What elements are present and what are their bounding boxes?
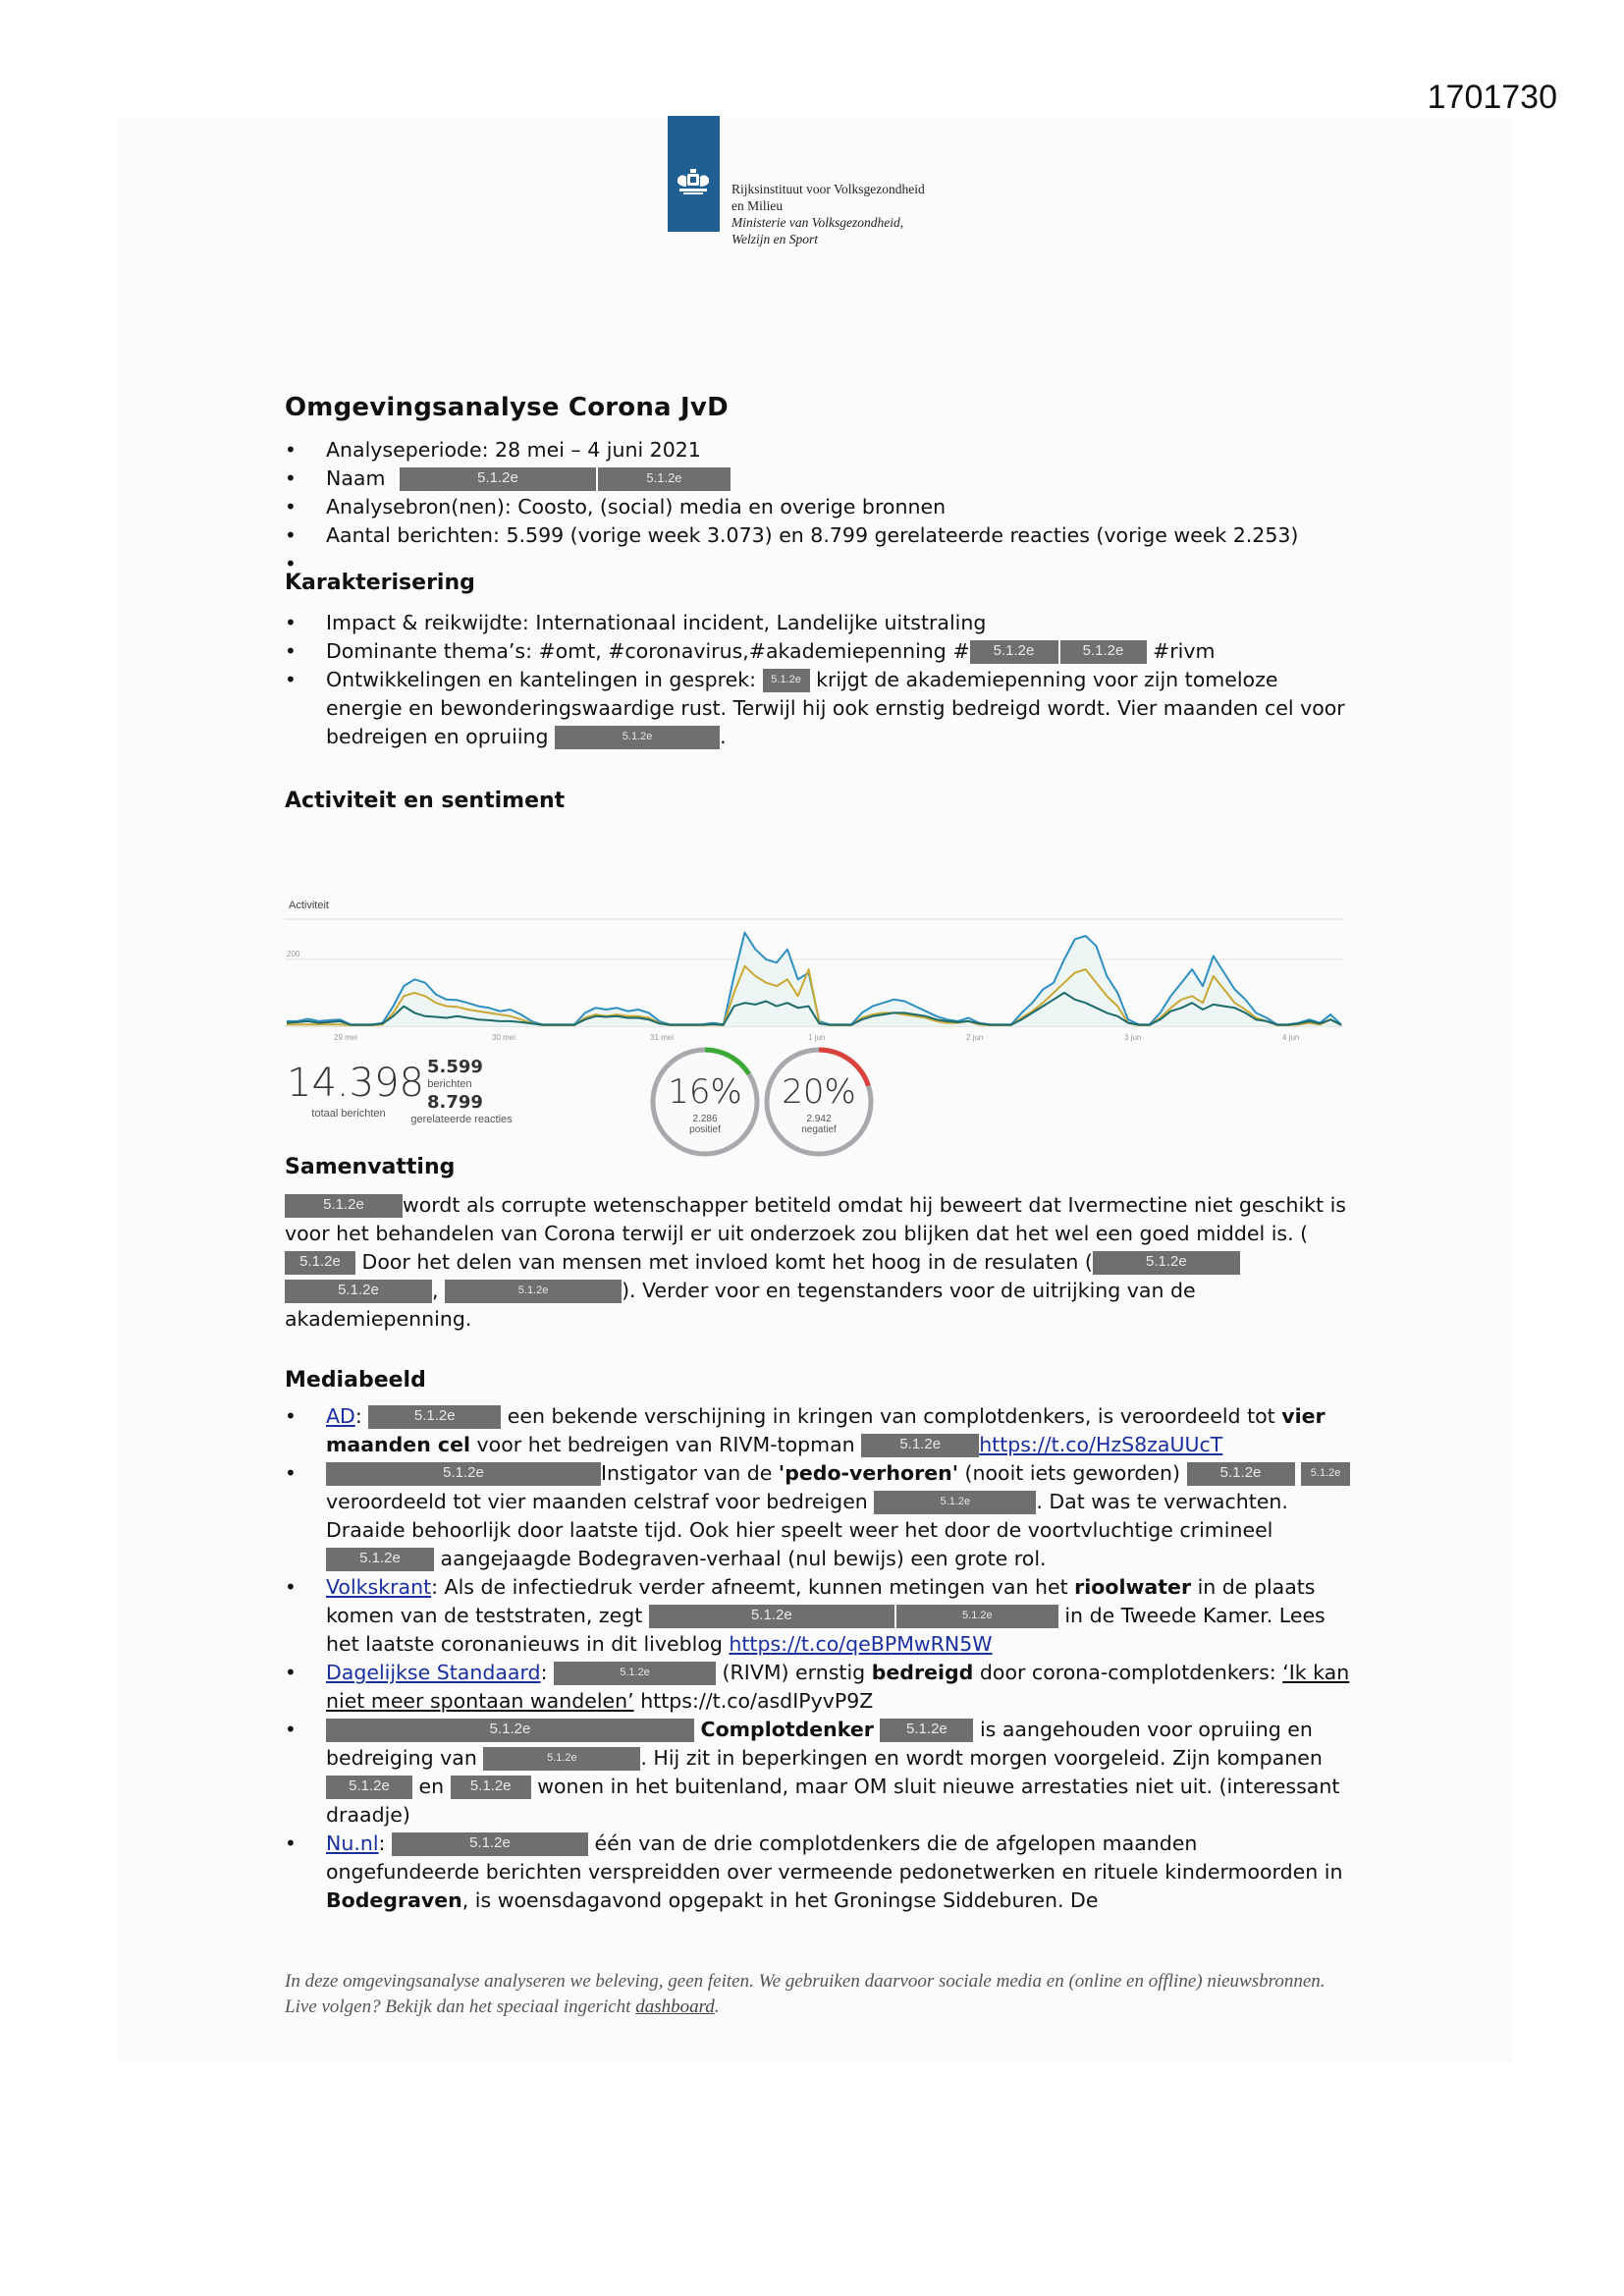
- heading-mediabeeld: Mediabeeld: [285, 1368, 426, 1393]
- sources-text: Analysebron(nen): Coosto, (social) media en overige bronnen: [326, 495, 947, 519]
- redaction: 5.1.2e: [326, 1776, 412, 1799]
- item-text: wonen in het buitenland, maar OM sluit nieuwe arrestaties niet uit. (interessant draadje): [326, 1775, 1340, 1827]
- meta-list: [285, 436, 1355, 578]
- item-text: voor het bedreigen van RIVM-topman: [476, 1433, 855, 1456]
- negative-label: negatief: [801, 1124, 837, 1135]
- item-bold: Complotdenker: [700, 1718, 874, 1741]
- report-body: [285, 393, 1355, 813]
- summary-part4: ). Verder voor en tegenstanders voor de uitrijking van de akademiepenning.: [285, 1279, 1196, 1331]
- summary-part3: ,: [432, 1279, 439, 1302]
- redaction: 5.1.2e: [445, 1280, 622, 1303]
- redaction: 5.1.2e: [285, 1251, 355, 1275]
- redaction: 5.1.2e: [326, 1719, 694, 1742]
- rivm-logo: [668, 116, 925, 247]
- article-quote: ‘Ik kan niet meer spontaan wandelen’: [326, 1661, 1350, 1713]
- media-item-dagelijkse-standaard: • Dagelijkse Standaard: 5.1.2e (RIVM) ernstig bedreigd door corona-complotdenkers: ‘Ik kan niet meer spontaan wandelen’ https://t.co/asdIPyvP9Z: [285, 1659, 1355, 1716]
- svg-text:1 jun: 1 jun: [808, 1033, 826, 1042]
- item-text: door corona-complotdenkers:: [979, 1661, 1276, 1684]
- redaction: 5.1.2e: [649, 1605, 894, 1628]
- svg-text:29 mei: 29 mei: [334, 1033, 358, 1042]
- negative-count: 2.942: [806, 1114, 832, 1124]
- media-list: [285, 1402, 1355, 1915]
- disclaimer-text: In deze omgevingsanalyse analyseren we beleving, geen feiten. We gebruiken daarvoor sociale media en (online en offline) nieuwsbronnen. Live volgen? Bekijk dan het speciaal ingericht: [285, 1971, 1326, 2017]
- heading-karakterisering: Karakterisering: [285, 571, 475, 595]
- positive-count: 2.286: [692, 1114, 718, 1124]
- redaction: 5.1.2e: [326, 1548, 434, 1571]
- redaction: 5.1.2e: [1093, 1251, 1240, 1275]
- posts-count: 5.599: [427, 1057, 483, 1077]
- positive-pct: 16%: [668, 1072, 742, 1112]
- mediabeeld-section: [285, 1368, 1355, 1915]
- meta-empty: [285, 550, 1355, 578]
- source-link-dagelijkse-standaard[interactable]: Dagelijkse Standaard: [326, 1661, 541, 1684]
- redaction: 5.1.2e: [554, 1662, 716, 1685]
- redaction: 5.1.2e: [285, 1194, 403, 1218]
- org-name-line2: en Milieu: [731, 198, 784, 213]
- summary-text: [285, 1191, 1355, 1334]
- svg-text:2 jun: 2 jun: [966, 1033, 984, 1042]
- dev-prefix: Ontwikkelingen en kantelingen in gesprek:: [326, 668, 757, 691]
- media-item-volkskrant: [285, 1573, 1355, 1659]
- item-text: (nooit iets geworden): [964, 1461, 1180, 1485]
- item-text: Instigator van de: [601, 1461, 773, 1485]
- activity-line-chart: [285, 913, 1343, 1061]
- redaction: 5.1.2e: [392, 1832, 588, 1856]
- themes-suffix: #rivm: [1153, 639, 1216, 663]
- posts-label: berichten: [427, 1078, 472, 1090]
- page-title: Omgevingsanalyse Corona JvD: [285, 393, 729, 422]
- redaction: 5.1.2e: [555, 726, 720, 749]
- item-bold: Bodegraven: [326, 1888, 462, 1912]
- meta-sources: [285, 493, 1355, 521]
- redaction: 5.1.2e: [861, 1434, 979, 1457]
- document-number: 1701730: [1427, 79, 1557, 116]
- name-label: Naam: [326, 466, 386, 490]
- source-link-ad[interactable]: AD: [326, 1404, 355, 1428]
- positive-label: positief: [689, 1124, 721, 1135]
- item-text: een bekende verschijning in kringen van complotdenkers, is veroordeeld tot: [507, 1404, 1275, 1428]
- item-bold: vier maanden cel: [326, 1404, 1326, 1456]
- meta-name: [285, 465, 1355, 493]
- item-text: (RIVM) ernstig: [722, 1661, 866, 1684]
- redaction: 5.1.2e: [763, 669, 810, 692]
- summary-part2: Door het delen van mensen met invloed komt het hoog in de resulaten (: [361, 1250, 1093, 1274]
- item-text: aangejaagde Bodegraven-verhaal (nul bewijs) een grote rol.: [440, 1547, 1047, 1570]
- liveblog-link[interactable]: https://t.co/qeBPMwRN5W: [729, 1632, 993, 1656]
- meta-period: [285, 436, 1355, 465]
- svg-text:3 jun: 3 jun: [1124, 1033, 1142, 1042]
- media-item-5: [285, 1716, 1355, 1830]
- coat-of-arms-icon: [674, 167, 713, 198]
- redaction: 5.1.2e: [896, 1605, 1058, 1628]
- logo-block: [668, 116, 720, 232]
- summary-section: [285, 1155, 1355, 1334]
- reactions-label: gerelateerde reacties: [410, 1114, 513, 1125]
- themes-item: [285, 637, 1355, 666]
- svg-text:4 jun: 4 jun: [1282, 1033, 1300, 1042]
- item-text: : Als de infectiedruk verder afneemt, kunnen metingen van het: [431, 1575, 1068, 1599]
- reactions-count: 8.799: [427, 1092, 483, 1113]
- source-link-volkskrant[interactable]: Volkskrant: [326, 1575, 432, 1599]
- themes-text: Dominante thema’s: #omt, #coronavirus,#akademiepenning #: [326, 639, 970, 663]
- impact-text: Impact & reikwijdte: Internationaal incident, Landelijke uitstraling: [326, 611, 987, 634]
- tweet-url: https://t.co/asdIPyvP9Z: [640, 1689, 874, 1713]
- redaction: 5.1.2e: [400, 467, 596, 491]
- heading-samenvatting: Samenvatting: [285, 1155, 456, 1179]
- item-text: , is woensdagavond opgepakt in het Groningse Siddeburen. De: [461, 1888, 1099, 1912]
- karakterisering-list: [285, 609, 1355, 751]
- media-item-nunl: • Nu.nl: 5.1.2e één van de drie complotdenkers die de afgelopen maanden ongefundeerde berichten verspreidden over vermeende pedonetwerken en rituele kindermoorden in Bodegraven, is woensdagavond opgepakt in het Groningse Siddeburen. De: [285, 1830, 1355, 1915]
- meta-count: [285, 521, 1355, 550]
- total-label: totaal berichten: [311, 1108, 386, 1120]
- redaction: 5.1.2e: [483, 1747, 640, 1771]
- tweet-link[interactable]: https://t.co/HzS8zaUUcT: [979, 1433, 1223, 1456]
- redaction: 5.1.2e: [285, 1280, 432, 1303]
- disclaimer-footer: [285, 1969, 1355, 2020]
- developments-item: [285, 666, 1355, 751]
- redaction: 5.1.2e: [1301, 1462, 1350, 1486]
- period-text: Analyseperiode: 28 mei – 4 juni 2021: [326, 438, 701, 462]
- media-item-ad: • AD: 5.1.2e een bekende verschijning in kringen van complotdenkers, is veroordeeld tot vier maanden cel voor het bedreigen van RIVM-topman 5.1.2e https://t.co/HzS8zaUUcT: [285, 1402, 1355, 1459]
- ministry-line2: Welzijn en Sport: [731, 232, 819, 246]
- chart-title: Activiteit: [289, 900, 329, 911]
- svg-text:200: 200: [287, 949, 300, 958]
- heading-activiteit: Activiteit en sentiment: [285, 789, 566, 813]
- source-link-nunl[interactable]: Nu.nl: [326, 1831, 379, 1855]
- redaction: 5.1.2e: [326, 1462, 601, 1486]
- summary-part1: wordt als corrupte wetenschapper betiteld omdat hij beweert dat Ivermectine niet geschikt is voor het behandelen van Corona terwijl er uit onderzoek zou blijken dat het wel een goed middel is. (: [285, 1193, 1346, 1245]
- total-count: 14.398: [287, 1061, 424, 1106]
- item-text: in de plaats komen van de teststraten, zegt: [326, 1575, 1316, 1627]
- redaction: 5.1.2e: [874, 1491, 1036, 1514]
- logo-text: [731, 181, 925, 247]
- dashboard-link[interactable]: dashboard: [635, 1996, 715, 2017]
- svg-text:30 mei: 30 mei: [492, 1033, 516, 1042]
- item-text: en: [418, 1775, 445, 1798]
- item-text: . Hij zit in beperkingen en wordt morgen voorgeleid. Zijn kompanen: [640, 1746, 1323, 1770]
- count-text: Aantal berichten: 5.599 (vorige week 3.073) en 8.799 gerelateerde reacties (vorige week 2.253): [326, 523, 1299, 547]
- redaction: 5.1.2e: [598, 467, 731, 491]
- item-text: is aangehouden voor opruiing en bedreiging van: [326, 1718, 1313, 1770]
- redaction: 5.1.2e: [368, 1405, 501, 1429]
- redaction: 5.1.2e: [1187, 1462, 1295, 1486]
- org-name-line1: Rijksinstituut voor Volksgezondheid: [731, 182, 925, 196]
- item-text: in de Tweede Kamer. Lees het laatste coronanieuws in dit liveblog: [326, 1604, 1326, 1656]
- item-text: . Dat was te verwachten. Draaide behoorlijk door laatste tijd. Ook hier speelt weer het door de voortvluchtige crimineel: [326, 1490, 1288, 1542]
- impact-item: [285, 609, 1355, 637]
- item-text: één van de drie complotdenkers die de afgelopen maanden ongefundeerde berichten verspreidden over vermeende pedonetwerken en rituele kindermoorden in: [326, 1831, 1343, 1884]
- dev-text: krijgt de akademiepenning voor zijn tomeloze energie en bewonderingswaardige rust. Terwijl hij ook ernstig bedreigd wordt. Vier maanden cel voor bedreigen en opruiing: [326, 668, 1345, 748]
- svg-text:31 mei: 31 mei: [650, 1033, 675, 1042]
- disclaimer-end: .: [714, 1996, 720, 2017]
- redaction: 5.1.2e: [1060, 640, 1147, 664]
- redaction: 5.1.2e: [880, 1719, 973, 1742]
- item-bold: 'pedo-verhoren': [778, 1461, 958, 1485]
- media-item-2: [285, 1459, 1355, 1573]
- dev-end: .: [720, 725, 727, 748]
- negative-pct: 20%: [782, 1072, 856, 1112]
- redaction: 5.1.2e: [451, 1776, 531, 1799]
- item-text: veroordeeld tot vier maanden celstraf voor bedreigen: [326, 1490, 868, 1513]
- ministry-line1: Ministerie van Volksgezondheid,: [731, 215, 904, 230]
- redaction: 5.1.2e: [970, 640, 1058, 664]
- item-bold: bedreigd: [871, 1661, 974, 1684]
- item-bold: rioolwater: [1074, 1575, 1192, 1599]
- stats-panel: [285, 1051, 893, 1159]
